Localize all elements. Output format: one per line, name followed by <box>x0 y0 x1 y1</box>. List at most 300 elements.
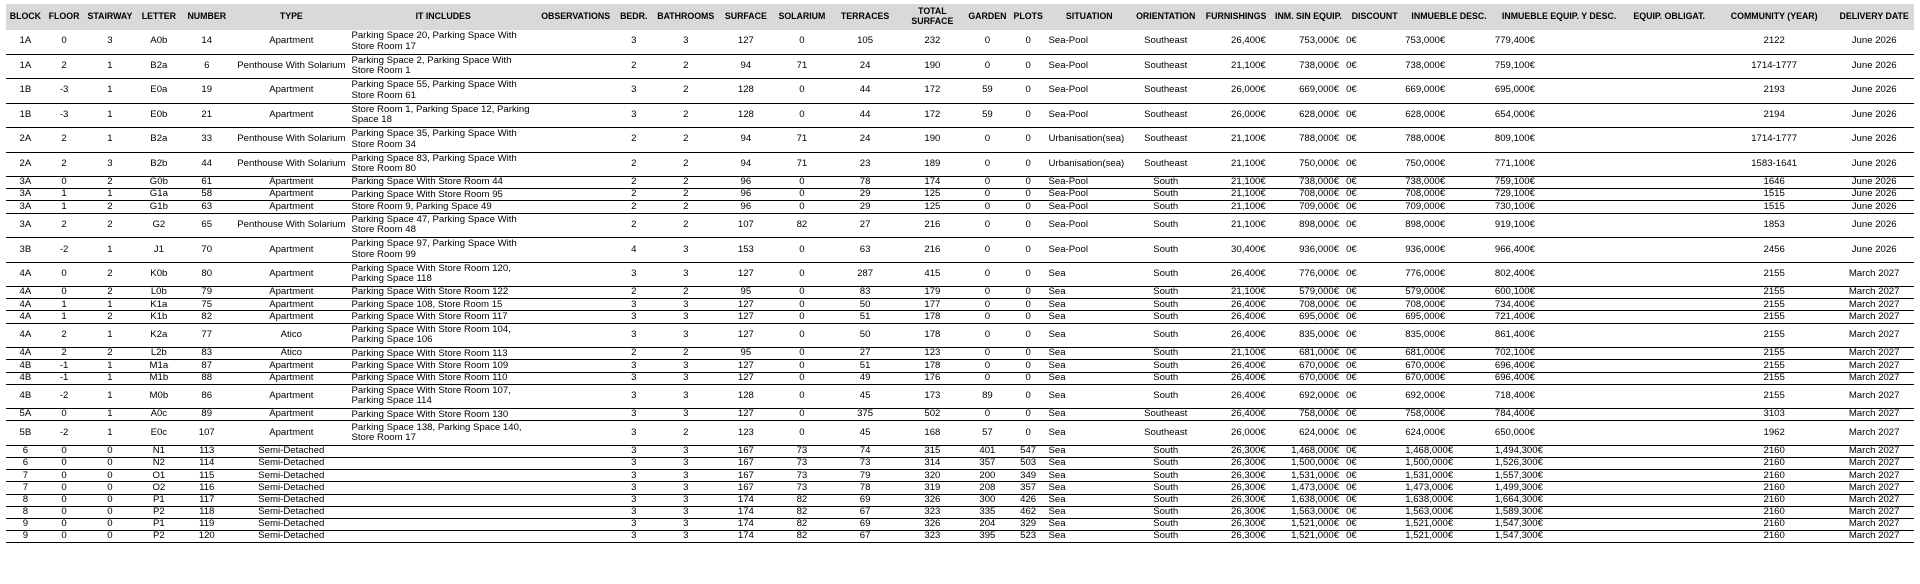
col-header[interactable]: GARDEN <box>966 4 1009 30</box>
cell-surface: 95 <box>719 348 772 360</box>
cell-equip-obligat <box>1624 323 1714 348</box>
table-row[interactable] <box>6 421 1914 446</box>
table-row[interactable] <box>6 287 1914 299</box>
cell-bathrooms: 3 <box>652 458 719 470</box>
cell-price-with-equip: 721,400€ <box>1494 311 1624 323</box>
col-header[interactable]: TERRACES <box>831 4 898 30</box>
table-row[interactable] <box>6 299 1914 311</box>
cell-orientation: South <box>1131 189 1200 201</box>
cell-orientation: South <box>1131 506 1200 518</box>
cell-floor: -2 <box>45 384 84 409</box>
cell-price-discounted: 758,000€ <box>1404 409 1494 421</box>
cell-price-discounted: 709,000€ <box>1404 201 1494 213</box>
cell-furnishings: 26,400€ <box>1200 409 1271 421</box>
cell-community-fee: 2160 <box>1714 470 1834 482</box>
cell-terraces: 24 <box>831 128 898 153</box>
cell-floor: 0 <box>45 531 84 543</box>
cell-price-discounted: 669,000€ <box>1404 79 1494 104</box>
cell-includes: Parking Space 47, Parking Space With Store Room 48 <box>350 213 535 238</box>
cell-surface: 167 <box>719 470 772 482</box>
cell-total-surface: 319 <box>899 482 966 494</box>
cell-delivery-date: June 2026 <box>1834 213 1914 238</box>
cell-number: 118 <box>181 506 232 518</box>
cell-number: 89 <box>181 409 232 421</box>
cell-floor: 0 <box>45 287 84 299</box>
table-row[interactable] <box>6 494 1914 506</box>
cell-situation: Sea-Pool <box>1048 54 1132 79</box>
cell-includes <box>350 482 535 494</box>
cell-floor: 1 <box>45 189 84 201</box>
cell-equip-obligat <box>1624 299 1714 311</box>
cell-orientation: Southeast <box>1131 409 1200 421</box>
cell-bathrooms: 3 <box>652 323 719 348</box>
cell-garden: 204 <box>966 519 1009 531</box>
cell-community-fee: 2194 <box>1714 103 1834 128</box>
cell-bedrooms: 3 <box>615 531 652 543</box>
cell-letter: A0b <box>136 30 181 54</box>
cell-includes: Parking Space With Store Room 44 <box>350 177 535 189</box>
cell-bedrooms: 3 <box>615 384 652 409</box>
cell-discount: 0€ <box>1345 54 1404 79</box>
cell-total-surface: 174 <box>899 177 966 189</box>
table-row[interactable] <box>6 409 1914 421</box>
cell-stairway: 1 <box>83 384 136 409</box>
cell-includes <box>350 470 535 482</box>
cell-bedrooms: 2 <box>615 128 652 153</box>
cell-floor: 2 <box>45 323 84 348</box>
cell-stairway: 2 <box>83 201 136 213</box>
cell-includes: Parking Space 83, Parking Space With Store Room 80 <box>350 152 535 177</box>
cell-terraces: 78 <box>831 177 898 189</box>
cell-terraces: 23 <box>831 152 898 177</box>
table-row[interactable] <box>6 445 1914 457</box>
cell-bedrooms: 3 <box>615 482 652 494</box>
cell-includes <box>350 519 535 531</box>
cell-discount: 0€ <box>1345 311 1404 323</box>
table-row[interactable] <box>6 54 1914 79</box>
col-header[interactable]: OBSERVATIONS <box>536 4 616 30</box>
cell-stairway: 2 <box>83 287 136 299</box>
cell-includes <box>350 445 535 457</box>
cell-number: 87 <box>181 360 232 372</box>
cell-stairway: 1 <box>83 128 136 153</box>
cell-letter: K2a <box>136 323 181 348</box>
cell-floor: 2 <box>45 213 84 238</box>
cell-discount: 0€ <box>1345 421 1404 446</box>
cell-stairway: 1 <box>83 323 136 348</box>
cell-bathrooms: 3 <box>652 519 719 531</box>
cell-discount: 0€ <box>1345 506 1404 518</box>
cell-block: 3A <box>6 177 45 189</box>
cell-block: 4A <box>6 299 45 311</box>
cell-bathrooms: 3 <box>652 445 719 457</box>
col-header[interactable]: TYPE <box>232 4 350 30</box>
cell-situation: Sea-Pool <box>1048 103 1132 128</box>
cell-number: 19 <box>181 79 232 104</box>
cell-number: 44 <box>181 152 232 177</box>
cell-terraces: 50 <box>831 299 898 311</box>
cell-delivery-date: June 2026 <box>1834 177 1914 189</box>
cell-plots: 0 <box>1009 421 1048 446</box>
cell-includes: Parking Space 108, Store Room 15 <box>350 299 535 311</box>
col-header[interactable]: COMMUNITY (YEAR) <box>1714 4 1834 30</box>
table-row[interactable] <box>6 311 1914 323</box>
cell-discount: 0€ <box>1345 152 1404 177</box>
table-row[interactable] <box>6 519 1914 531</box>
cell-price-without-equip: 1,563,000€ <box>1272 506 1345 518</box>
cell-community-fee: 2155 <box>1714 323 1834 348</box>
cell-floor: -3 <box>45 103 84 128</box>
cell-terraces: 83 <box>831 287 898 299</box>
col-header[interactable]: BATHROOMS <box>652 4 719 30</box>
cell-equip-obligat <box>1624 482 1714 494</box>
cell-price-discounted: 750,000€ <box>1404 152 1494 177</box>
cell-price-with-equip: 771,100€ <box>1494 152 1624 177</box>
cell-orientation: Southeast <box>1131 79 1200 104</box>
cell-includes: Parking Space 138, Parking Space 140, Store Room 17 <box>350 421 535 446</box>
cell-letter: O1 <box>136 470 181 482</box>
cell-solarium: 0 <box>772 372 831 384</box>
cell-surface: 107 <box>719 213 772 238</box>
table-row[interactable] <box>6 213 1914 238</box>
cell-solarium: 73 <box>772 482 831 494</box>
cell-discount: 0€ <box>1345 445 1404 457</box>
cell-delivery-date: June 2026 <box>1834 103 1914 128</box>
cell-total-surface: 502 <box>899 409 966 421</box>
cell-discount: 0€ <box>1345 128 1404 153</box>
table-row[interactable] <box>6 482 1914 494</box>
cell-includes <box>350 494 535 506</box>
cell-situation: Sea <box>1048 421 1132 446</box>
table-row[interactable] <box>6 30 1914 54</box>
cell-plots: 0 <box>1009 372 1048 384</box>
cell-letter: G0b <box>136 177 181 189</box>
cell-price-discounted: 624,000€ <box>1404 421 1494 446</box>
cell-block: 2A <box>6 128 45 153</box>
cell-price-discounted: 1,531,000€ <box>1404 470 1494 482</box>
cell-garden: 200 <box>966 470 1009 482</box>
cell-observations <box>536 372 616 384</box>
table-row[interactable] <box>6 201 1914 213</box>
cell-type: Semi-Detached <box>232 482 350 494</box>
col-header[interactable]: ORIENTATION <box>1131 4 1200 30</box>
table-row[interactable] <box>6 189 1914 201</box>
cell-discount: 0€ <box>1345 238 1404 263</box>
cell-price-with-equip: 802,400€ <box>1494 262 1624 287</box>
cell-number: 14 <box>181 30 232 54</box>
cell-equip-obligat <box>1624 409 1714 421</box>
cell-garden: 300 <box>966 494 1009 506</box>
cell-situation: Sea <box>1048 458 1132 470</box>
col-header[interactable]: LETTER <box>136 4 181 30</box>
cell-stairway: 0 <box>83 519 136 531</box>
cell-furnishings: 21,100€ <box>1200 348 1271 360</box>
cell-equip-obligat <box>1624 506 1714 518</box>
cell-plots: 0 <box>1009 348 1048 360</box>
cell-delivery-date: March 2027 <box>1834 372 1914 384</box>
cell-community-fee: 2155 <box>1714 348 1834 360</box>
cell-garden: 0 <box>966 348 1009 360</box>
cell-bathrooms: 3 <box>652 311 719 323</box>
cell-discount: 0€ <box>1345 177 1404 189</box>
cell-furnishings: 21,100€ <box>1200 189 1271 201</box>
cell-number: 70 <box>181 238 232 263</box>
cell-surface: 167 <box>719 458 772 470</box>
cell-price-discounted: 1,638,000€ <box>1404 494 1494 506</box>
cell-bathrooms: 2 <box>652 189 719 201</box>
cell-bathrooms: 2 <box>652 213 719 238</box>
cell-price-discounted: 1,468,000€ <box>1404 445 1494 457</box>
col-header[interactable]: INMUEBLE EQUIP. Y DESC. <box>1494 4 1624 30</box>
cell-solarium: 73 <box>772 445 831 457</box>
cell-bedrooms: 3 <box>615 103 652 128</box>
cell-orientation: South <box>1131 311 1200 323</box>
cell-surface: 127 <box>719 372 772 384</box>
cell-furnishings: 26,300€ <box>1200 470 1271 482</box>
table-row[interactable] <box>6 79 1914 104</box>
cell-situation: Sea <box>1048 348 1132 360</box>
cell-surface: 127 <box>719 299 772 311</box>
cell-garden: 335 <box>966 506 1009 518</box>
cell-number: 116 <box>181 482 232 494</box>
cell-price-discounted: 776,000€ <box>1404 262 1494 287</box>
cell-solarium: 0 <box>772 384 831 409</box>
cell-surface: 127 <box>719 409 772 421</box>
table-row[interactable] <box>6 384 1914 409</box>
cell-equip-obligat <box>1624 445 1714 457</box>
cell-floor: -2 <box>45 238 84 263</box>
cell-terraces: 375 <box>831 409 898 421</box>
cell-situation: Sea <box>1048 494 1132 506</box>
cell-total-surface: 178 <box>899 360 966 372</box>
col-header[interactable]: DISCOUNT <box>1345 4 1404 30</box>
cell-stairway: 3 <box>83 30 136 54</box>
cell-total-surface: 315 <box>899 445 966 457</box>
cell-block: 1A <box>6 54 45 79</box>
cell-includes: Parking Space With Store Room 122 <box>350 287 535 299</box>
cell-floor: 2 <box>45 128 84 153</box>
cell-bathrooms: 3 <box>652 494 719 506</box>
cell-price-discounted: 1,521,000€ <box>1404 519 1494 531</box>
cell-bathrooms: 2 <box>652 128 719 153</box>
cell-bathrooms: 3 <box>652 360 719 372</box>
cell-furnishings: 26,400€ <box>1200 323 1271 348</box>
cell-block: 5A <box>6 409 45 421</box>
cell-observations <box>536 30 616 54</box>
cell-total-surface: 326 <box>899 494 966 506</box>
cell-bedrooms: 3 <box>615 494 652 506</box>
cell-bedrooms: 2 <box>615 213 652 238</box>
cell-bathrooms: 3 <box>652 470 719 482</box>
cell-includes: Parking Space 20, Parking Space With Store Room 17 <box>350 30 535 54</box>
table-row[interactable] <box>6 458 1914 470</box>
col-header[interactable]: EQUIP. OBLIGAT. <box>1624 4 1714 30</box>
table-row[interactable] <box>6 103 1914 128</box>
cell-delivery-date: March 2027 <box>1834 348 1914 360</box>
table-row[interactable] <box>6 506 1914 518</box>
table-row[interactable] <box>6 360 1914 372</box>
col-header[interactable]: BEDR. <box>615 4 652 30</box>
table-row[interactable] <box>6 238 1914 263</box>
cell-plots: 0 <box>1009 238 1048 263</box>
cell-observations <box>536 299 616 311</box>
cell-situation: Sea-Pool <box>1048 79 1132 104</box>
cell-garden: 0 <box>966 262 1009 287</box>
cell-price-with-equip: 1,499,300€ <box>1494 482 1624 494</box>
cell-includes: Parking Space With Store Room 117 <box>350 311 535 323</box>
cell-price-with-equip: 729,100€ <box>1494 189 1624 201</box>
cell-stairway: 2 <box>83 213 136 238</box>
cell-discount: 0€ <box>1345 287 1404 299</box>
cell-discount: 0€ <box>1345 531 1404 543</box>
cell-terraces: 44 <box>831 79 898 104</box>
cell-total-surface: 415 <box>899 262 966 287</box>
cell-situation: Sea-Pool <box>1048 213 1132 238</box>
table-row[interactable] <box>6 372 1914 384</box>
cell-bedrooms: 3 <box>615 30 652 54</box>
cell-delivery-date: March 2027 <box>1834 482 1914 494</box>
cell-solarium: 0 <box>772 409 831 421</box>
cell-price-with-equip: 600,100€ <box>1494 287 1624 299</box>
cell-letter: P1 <box>136 519 181 531</box>
cell-letter: M1a <box>136 360 181 372</box>
cell-furnishings: 26,300€ <box>1200 482 1271 494</box>
col-header[interactable]: DELIVERY DATE <box>1834 4 1914 30</box>
cell-block: 4A <box>6 287 45 299</box>
table-row[interactable] <box>6 262 1914 287</box>
col-header[interactable]: FLOOR <box>45 4 84 30</box>
cell-plots: 523 <box>1009 531 1048 543</box>
cell-delivery-date: March 2027 <box>1834 311 1914 323</box>
cell-furnishings: 26,400€ <box>1200 360 1271 372</box>
cell-letter: G1b <box>136 201 181 213</box>
cell-floor: 0 <box>45 506 84 518</box>
cell-orientation: South <box>1131 323 1200 348</box>
cell-total-surface: 125 <box>899 201 966 213</box>
col-header[interactable]: SURFACE <box>719 4 772 30</box>
cell-includes: Parking Space 97, Parking Space With Store Room 99 <box>350 238 535 263</box>
cell-floor: -3 <box>45 79 84 104</box>
cell-orientation: South <box>1131 201 1200 213</box>
cell-community-fee: 2155 <box>1714 311 1834 323</box>
cell-solarium: 0 <box>772 421 831 446</box>
table-row[interactable] <box>6 177 1914 189</box>
cell-garden: 0 <box>966 152 1009 177</box>
cell-price-without-equip: 1,521,000€ <box>1272 531 1345 543</box>
cell-surface: 127 <box>719 360 772 372</box>
cell-block: 3A <box>6 189 45 201</box>
cell-plots: 0 <box>1009 213 1048 238</box>
table-row[interactable] <box>6 323 1914 348</box>
cell-orientation: South <box>1131 372 1200 384</box>
cell-floor: -2 <box>45 421 84 446</box>
col-header[interactable]: TOTAL SURFACE <box>899 4 966 30</box>
cell-block: 1A <box>6 30 45 54</box>
cell-delivery-date: March 2027 <box>1834 384 1914 409</box>
cell-price-without-equip: 695,000€ <box>1272 311 1345 323</box>
cell-terraces: 105 <box>831 30 898 54</box>
cell-price-with-equip: 650,000€ <box>1494 421 1624 446</box>
cell-floor: -1 <box>45 372 84 384</box>
cell-price-discounted: 738,000€ <box>1404 54 1494 79</box>
col-header[interactable]: INMUEBLE DESC. <box>1404 4 1494 30</box>
cell-price-discounted: 692,000€ <box>1404 384 1494 409</box>
cell-block: 9 <box>6 519 45 531</box>
col-header[interactable]: PLOTS <box>1009 4 1048 30</box>
cell-price-discounted: 788,000€ <box>1404 128 1494 153</box>
cell-price-with-equip: 696,400€ <box>1494 372 1624 384</box>
col-header[interactable]: FURNISHINGS <box>1200 4 1271 30</box>
cell-furnishings: 26,000€ <box>1200 421 1271 446</box>
cell-number: 88 <box>181 372 232 384</box>
cell-letter: B2a <box>136 128 181 153</box>
cell-orientation: South <box>1131 348 1200 360</box>
table-row[interactable] <box>6 128 1914 153</box>
col-header[interactable]: STAIRWAY <box>83 4 136 30</box>
cell-surface: 167 <box>719 482 772 494</box>
cell-equip-obligat <box>1624 79 1714 104</box>
cell-garden: 59 <box>966 79 1009 104</box>
cell-number: 115 <box>181 470 232 482</box>
cell-observations <box>536 384 616 409</box>
cell-price-discounted: 695,000€ <box>1404 311 1494 323</box>
cell-includes <box>350 506 535 518</box>
table-row[interactable] <box>6 470 1914 482</box>
cell-delivery-date: March 2027 <box>1834 494 1914 506</box>
table-row[interactable] <box>6 152 1914 177</box>
table-row[interactable] <box>6 348 1914 360</box>
cell-situation: Sea <box>1048 262 1132 287</box>
cell-type: Semi-Detached <box>232 445 350 457</box>
cell-observations <box>536 177 616 189</box>
cell-terraces: 67 <box>831 506 898 518</box>
cell-situation: Sea <box>1048 323 1132 348</box>
cell-price-without-equip: 708,000€ <box>1272 299 1345 311</box>
cell-number: 21 <box>181 103 232 128</box>
col-header[interactable]: NUMBER <box>181 4 232 30</box>
cell-delivery-date: March 2027 <box>1834 323 1914 348</box>
cell-number: 114 <box>181 458 232 470</box>
cell-terraces: 69 <box>831 494 898 506</box>
cell-community-fee: 1583-1641 <box>1714 152 1834 177</box>
cell-situation: Sea <box>1048 506 1132 518</box>
cell-plots: 0 <box>1009 384 1048 409</box>
cell-letter: E0a <box>136 79 181 104</box>
cell-delivery-date: March 2027 <box>1834 519 1914 531</box>
cell-type: Penthouse With Solarium <box>232 54 350 79</box>
table-row[interactable] <box>6 531 1914 543</box>
cell-price-without-equip: 681,000€ <box>1272 348 1345 360</box>
cell-bathrooms: 2 <box>652 421 719 446</box>
cell-community-fee: 2160 <box>1714 482 1834 494</box>
cell-solarium: 0 <box>772 103 831 128</box>
col-header[interactable]: SOLARIUM <box>772 4 831 30</box>
cell-bathrooms: 3 <box>652 299 719 311</box>
cell-bedrooms: 2 <box>615 54 652 79</box>
cell-bathrooms: 2 <box>652 287 719 299</box>
col-header[interactable]: INM. SIN EQUIP. <box>1272 4 1345 30</box>
col-header[interactable]: SITUATION <box>1048 4 1132 30</box>
col-header[interactable]: IT INCLUDES <box>350 4 535 30</box>
cell-price-with-equip: 809,100€ <box>1494 128 1624 153</box>
col-header[interactable]: BLOCK <box>6 4 45 30</box>
cell-furnishings: 26,400€ <box>1200 262 1271 287</box>
cell-garden: 395 <box>966 531 1009 543</box>
cell-bedrooms: 2 <box>615 152 652 177</box>
cell-observations <box>536 152 616 177</box>
cell-terraces: 45 <box>831 421 898 446</box>
cell-garden: 0 <box>966 177 1009 189</box>
